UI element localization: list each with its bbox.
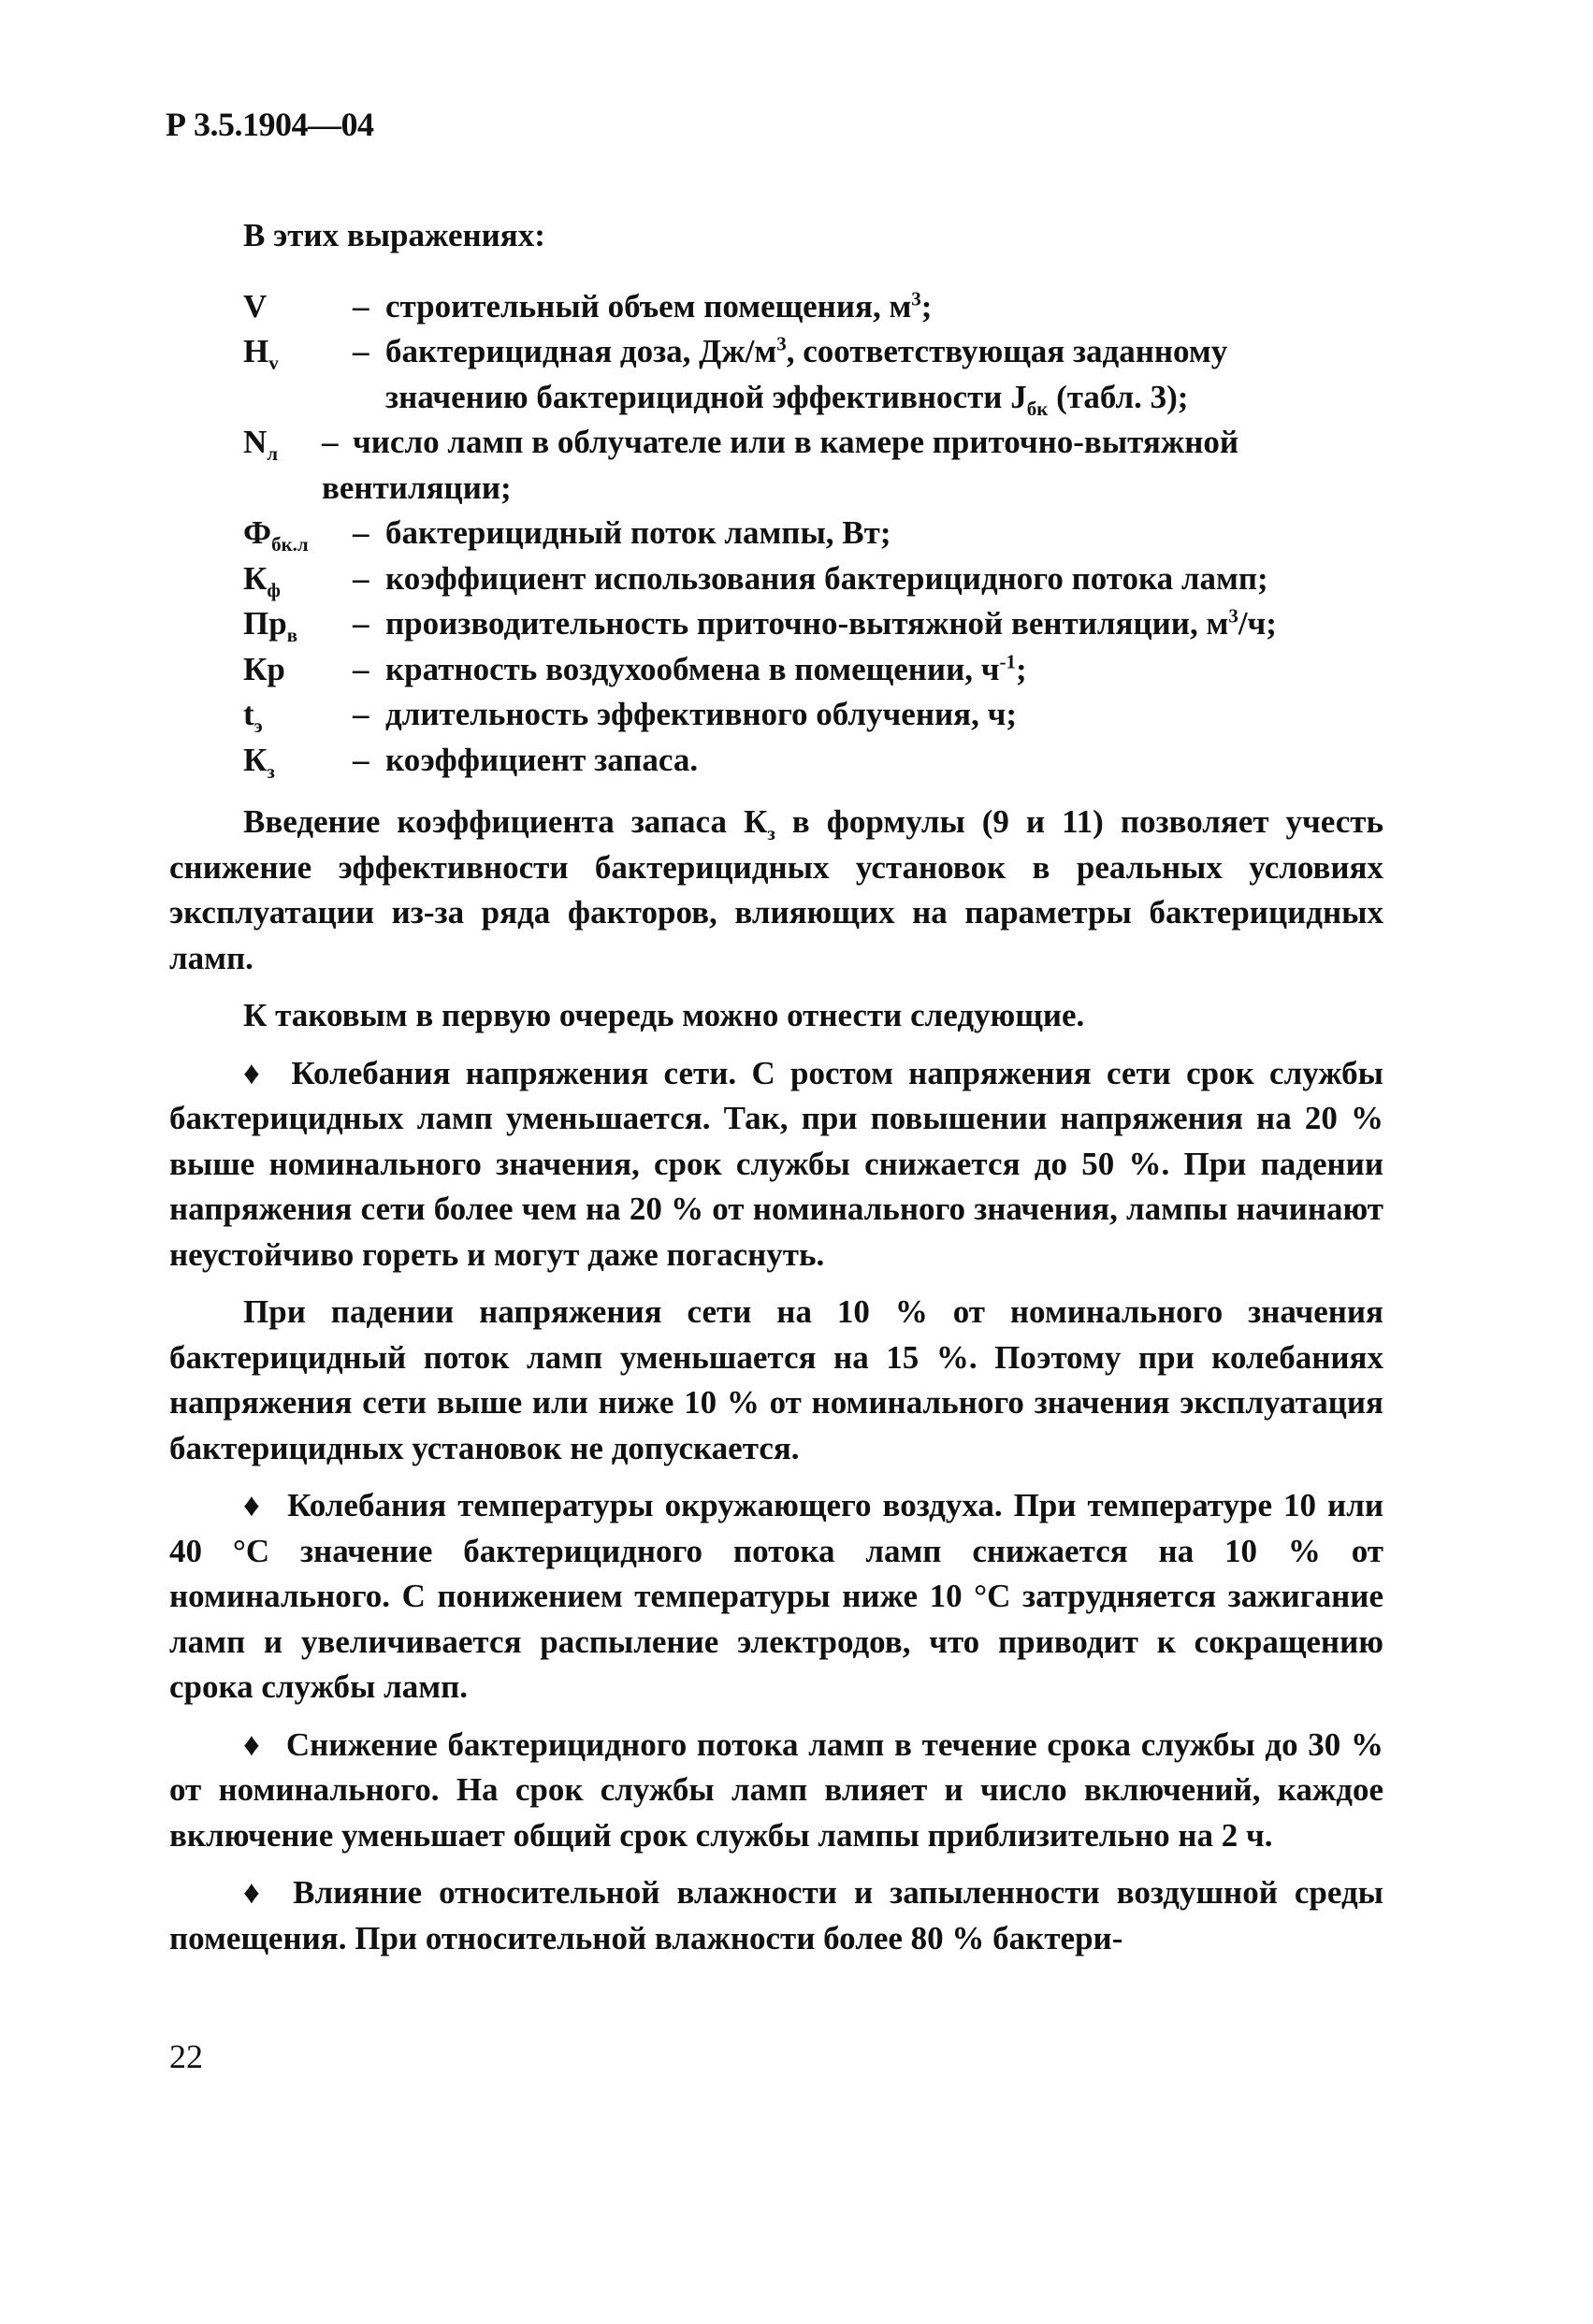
dash: – xyxy=(353,333,369,369)
text: бактерицидный поток лампы, Вт; xyxy=(385,514,891,551)
text: число ламп в облучателе или в камере приточно-вытяжной xyxy=(353,424,1239,460)
definition-text xyxy=(385,647,1383,693)
symbol-subscript: бк.л xyxy=(271,533,309,556)
symbol xyxy=(243,647,353,693)
text: значению бактерицидной эффективности J xyxy=(385,378,1027,415)
text: кратность воздухообмена в помещении, ч xyxy=(385,650,1000,687)
symbol-text: H xyxy=(243,333,269,369)
subscript: бк xyxy=(1026,397,1049,420)
dash: – xyxy=(353,287,369,325)
bullet-voltage: ♦ Колебания напряжения сети. С ростом напряжения сети срок службы бактерицидных ламп уменьшается. Так, при повышении напряжения на 20 % выше номинального значения, срок службы снижается до 50 %. При падении напряжения сети более чем на 20 % от номинального значения, лампы начинают неустойчиво гореть и могут даже погаснуть. xyxy=(169,1051,1383,1278)
bullet-temperature: ♦ Колебания температуры окружающего воздуха. При температуре 10 или 40 °С значение бактерицидного потока ламп снижается на 10 % от номинального. С понижением температуры ниже 10 °С затрудняется зажигание ламп и увеличивается распыление электродов, что приводит к сокращению срока службы ламп. xyxy=(169,1483,1383,1711)
definitions-list xyxy=(243,284,1383,784)
text: вентиляции; xyxy=(322,469,512,506)
continuation xyxy=(322,466,1383,512)
superscript: 3 xyxy=(911,286,921,310)
dash: – xyxy=(353,696,369,732)
symbol xyxy=(243,692,353,738)
definition-row xyxy=(243,738,1383,784)
dash: – xyxy=(353,559,369,597)
definition-text xyxy=(385,284,1383,330)
page-body xyxy=(169,213,1383,1973)
superscript: 3 xyxy=(776,332,787,355)
symbol xyxy=(243,511,353,556)
symbol xyxy=(243,601,353,647)
text: длительность эффективного облучения, ч; xyxy=(385,696,1017,732)
intro-text: В этих выражениях: xyxy=(243,217,545,253)
symbol-text: К xyxy=(243,559,268,597)
text: Введение коэффициента запаса К xyxy=(243,803,768,840)
symbol-subscript: л xyxy=(267,442,279,465)
symbol xyxy=(243,420,322,511)
definition-text xyxy=(385,556,1383,602)
symbol-text: N xyxy=(243,424,268,460)
text: бактерицидная доза, Дж/м xyxy=(385,333,777,369)
text: строительный объем помещения, м xyxy=(385,287,912,325)
definition-row xyxy=(243,692,1383,738)
bullet-flux-decrease: ♦ Снижение бактерицидного потока ламп в течение срока службы до 30 % от номинального. На срок службы ламп влияет и число включений, каждое включение уменьшает общий срок службы лампы приблизительно на 2 ч. xyxy=(169,1723,1383,1859)
text: ; xyxy=(920,287,933,325)
dash: – xyxy=(353,514,369,551)
text: в формулы (9 и 11) позволяет учесть снижение эффективности бактерицидных установок в реальных условиях эксплуатации из-за ряда факторов, влияющих на параметры бактерицидных ламп. xyxy=(169,803,1383,976)
text: коэффициент запаса. xyxy=(385,741,699,778)
symbol-text: Пр xyxy=(243,605,287,642)
paragraph-factors-intro: К таковым в первую очередь можно отнести следующие. xyxy=(243,997,1085,1033)
definition-row xyxy=(243,329,1383,420)
symbol-text: V xyxy=(243,287,268,325)
paragraph-voltage-drop: При падении напряжения сети на 10 % от номинального значения бактерицидный поток ламп уменьшается на 15 %. Поэтому при колебаниях напряжения сети выше или ниже 10 % от номинального значения эксплуатация бактерицидных установок не допускается. xyxy=(169,1293,1383,1466)
dash: – xyxy=(353,650,369,687)
symbol-text: Кр xyxy=(243,650,285,687)
symbol-subscript: ф xyxy=(267,578,281,601)
dash: – xyxy=(322,424,339,460)
symbol xyxy=(243,284,353,330)
symbol-text: К xyxy=(243,741,268,778)
symbol xyxy=(243,738,353,784)
symbol xyxy=(243,556,353,602)
document-code: Р 3.5.1904—04 xyxy=(166,106,374,143)
superscript: 3 xyxy=(1228,604,1238,628)
paragraph-safety-factor xyxy=(169,800,1383,981)
continuation xyxy=(385,375,1383,421)
definition-text xyxy=(385,511,1383,556)
text: коэффициент использования бактерицидного потока ламп; xyxy=(385,559,1268,597)
symbol-subscript: в xyxy=(286,624,298,646)
definition-row xyxy=(243,420,1383,511)
dash: – xyxy=(353,741,369,778)
symbol-text: t xyxy=(243,696,254,732)
definition-text xyxy=(385,692,1383,738)
definition-row xyxy=(243,511,1383,556)
symbol xyxy=(243,329,353,420)
text: ; xyxy=(1015,650,1027,687)
dash: – xyxy=(353,605,369,642)
text: , соответствующая заданному xyxy=(786,333,1228,369)
symbol-subscript: v xyxy=(268,352,279,374)
definition-row xyxy=(243,284,1383,330)
page-number: 22 xyxy=(169,2038,203,2075)
definition-text xyxy=(322,420,1383,511)
subscript: з xyxy=(767,822,775,844)
symbol-text: Ф xyxy=(243,514,272,551)
definition-row xyxy=(243,601,1383,647)
definition-text xyxy=(385,738,1383,784)
definition-row xyxy=(243,556,1383,602)
text: (табл. 3); xyxy=(1048,378,1189,415)
superscript: -1 xyxy=(999,649,1016,672)
text: /ч; xyxy=(1238,605,1277,642)
definition-text xyxy=(385,601,1383,647)
symbol-subscript: э xyxy=(253,715,263,737)
symbol-subscript: з xyxy=(267,759,275,783)
bullet-humidity: ♦ Влияние относительной влажности и запыленности воздушной среды помещения. При относительной влажности более 80 % бактери- xyxy=(169,1870,1383,1961)
text: производительность приточно-вытяжной вентиляции, м xyxy=(385,605,1229,642)
definition-text xyxy=(385,329,1383,420)
definition-row xyxy=(243,647,1383,693)
